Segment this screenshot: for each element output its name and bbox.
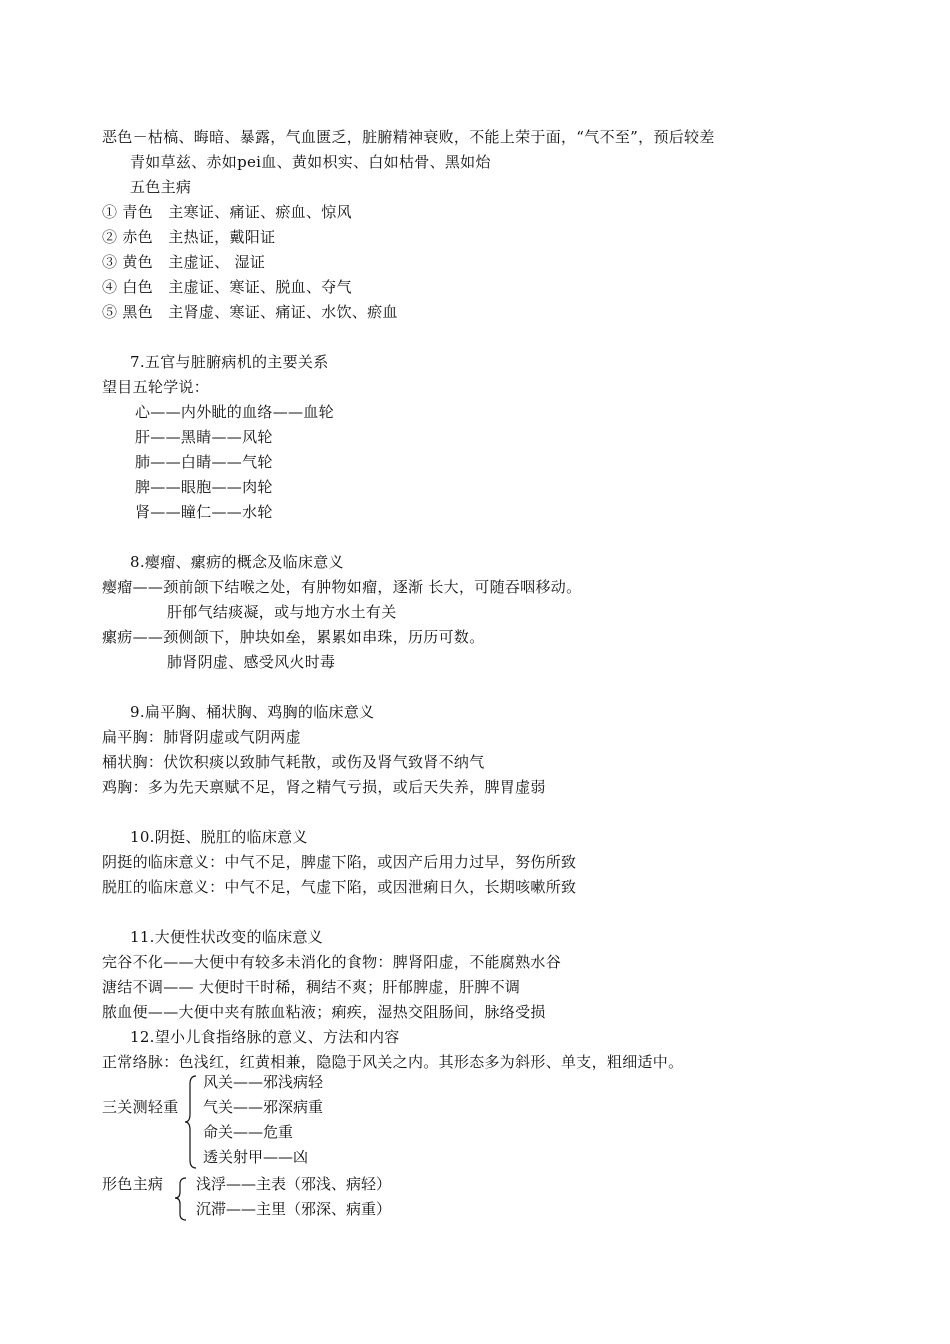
text-line: 恶色－枯槁、晦暗、暴露，气血匮乏，脏腑精神衰败，不能上荣于面，“气不至”，预后较差 — [102, 128, 715, 146]
section-heading: 7.五官与脏腑病机的主要关系 — [130, 353, 329, 371]
text-line: 五色主病 — [130, 178, 192, 196]
text-line: 脾——眼胞——肉轮 — [135, 478, 273, 496]
sanguan-label: 三关测轻重 — [102, 1098, 179, 1116]
list-item: ⑤ 黑色 主肾虚、寒证、痛证、水饮、瘀血 — [102, 303, 398, 321]
text-line: 鸡胸：多为先天禀赋不足，肾之精气亏损，或后天失养，脾胃虚弱 — [102, 778, 546, 796]
xingse-item: 沉滞——主里（邪深、病重） — [196, 1200, 392, 1218]
list-item: ① 青色 主寒证、痛证、瘀血、惊风 — [102, 203, 352, 221]
section-heading: 10.阴挺、脱肛的临床意义 — [130, 828, 308, 846]
text-line: 溏结不调—— 大便时干时稀，稠结不爽；肝郁脾虚，肝脾不调 — [102, 978, 521, 996]
text-line: 肝郁气结痰凝，或与地方水土有关 — [167, 603, 397, 621]
left-brace-icon — [174, 1176, 188, 1222]
text-line: 瘿瘤——颈前颌下结喉之处，有肿物如瘤，逐渐 长大，可随吞咽移动。 — [102, 578, 582, 596]
text-line: 脱肛的临床意义：中气不足，气虚下陷，或因泄痢日久，长期咳嗽所致 — [102, 878, 577, 896]
sanguan-item: 气关——邪深病重 — [203, 1098, 324, 1116]
text-line: 心——内外眦的血络——血轮 — [135, 403, 334, 421]
text-line: 肾——瞳仁——水轮 — [135, 503, 273, 521]
list-item: ② 赤色 主热证，戴阳证 — [102, 228, 276, 246]
xingse-item: 浅浮——主表（邪浅、病轻） — [196, 1175, 392, 1193]
sanguan-item: 风关——邪浅病轻 — [203, 1073, 324, 1091]
section-heading: 12.望小儿食指络脉的意义、方法和内容 — [130, 1028, 400, 1046]
text-line: 阴挺的临床意义：中气不足，脾虚下陷，或因产后用力过早，努伤所致 — [102, 853, 577, 871]
text-line: 正常络脉：色浅红，红黄相兼，隐隐于风关之内。其形态多为斜形、单支，粗细适中。 — [102, 1053, 684, 1071]
text-line: 完谷不化——大便中有较多未消化的食物：脾肾阳虚，不能腐熟水谷 — [102, 953, 562, 971]
list-item: ③ 黄色 主虚证、 湿证 — [102, 253, 266, 271]
section-heading: 8.瘿瘤、瘰疬的概念及临床意义 — [130, 553, 344, 571]
list-item: ④ 白色 主虚证、寒证、脱血、夺气 — [102, 278, 352, 296]
section-heading: 11.大便性状改变的临床意义 — [130, 928, 324, 946]
text-line: 青如草兹、赤如pei血、黄如枳实、白如枯骨、黑如炲 — [130, 153, 491, 171]
text-line: 肺肾阴虚、感受风火时毒 — [167, 653, 336, 671]
text-line: 肺——白睛——气轮 — [135, 453, 273, 471]
text-line: 扁平胸：肺肾阴虚或气阴两虚 — [102, 728, 301, 746]
text-line: 脓血便——大便中夹有脓血粘液；痢疾，湿热交阻肠间，脉络受损 — [102, 1003, 546, 1021]
text-line: 肝——黑睛——风轮 — [135, 428, 273, 446]
left-brace-icon — [184, 1074, 198, 1170]
text-line: 望目五轮学说： — [102, 378, 210, 396]
text-line: 瘰疬——颈侧颌下，肿块如垒，累累如串珠，历历可数。 — [102, 628, 485, 646]
sanguan-item: 透关射甲——凶 — [203, 1148, 309, 1166]
section-heading: 9.扁平胸、桶状胸、鸡胸的临床意义 — [130, 703, 375, 721]
xingse-label: 形色主病 — [102, 1175, 164, 1193]
sanguan-item: 命关——危重 — [203, 1123, 294, 1141]
text-line: 桶状胸：伏饮积痰以致肺气耗散，或伤及肾气致肾不纳气 — [102, 753, 485, 771]
